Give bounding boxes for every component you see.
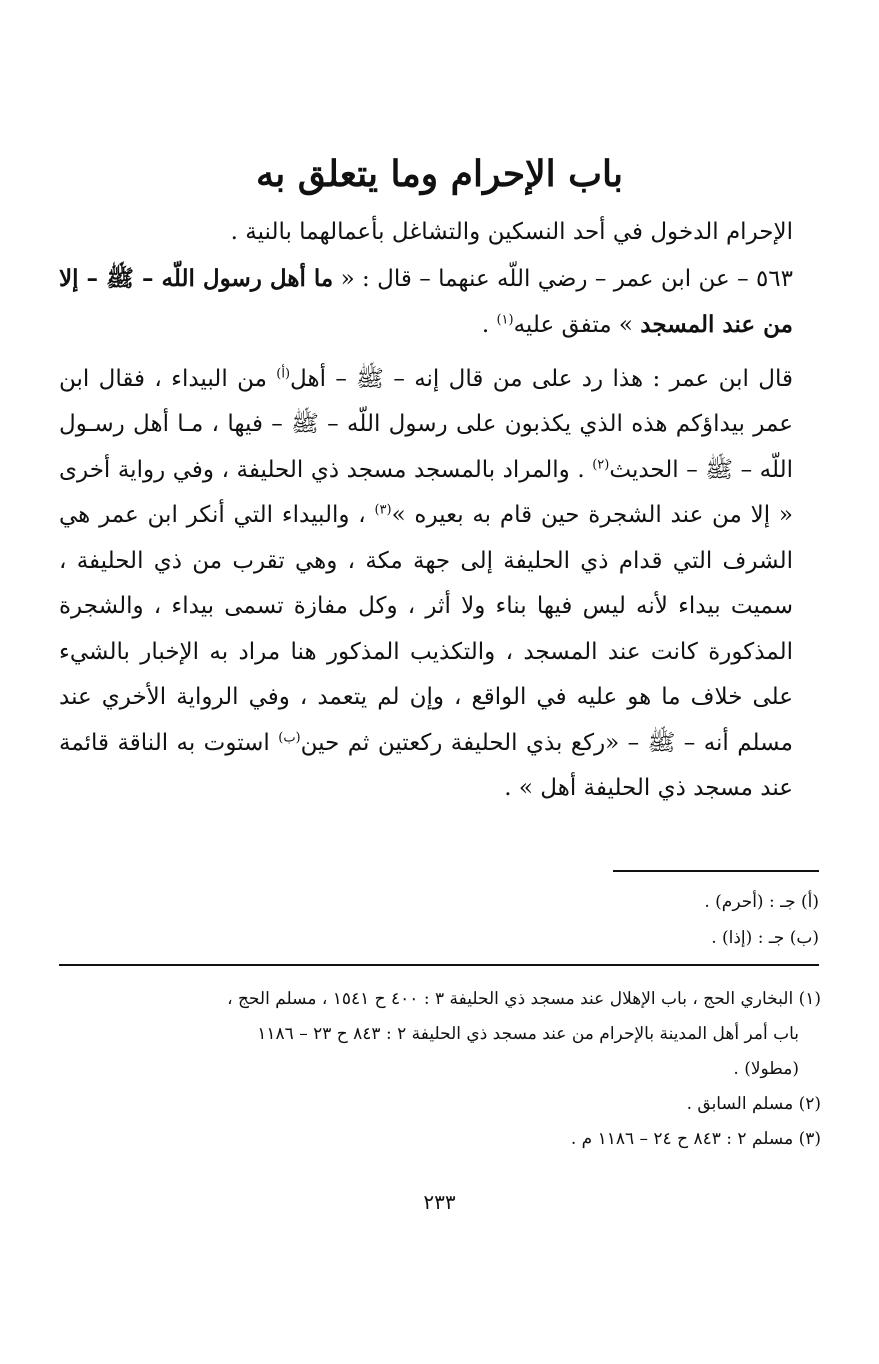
footnote-1: (١) البخاري الحج ، باب الإهلال عند مسجد ذي الحليفة ٣ : ٤٠٠ ح ١٥٤١ ، مسلم الحج ، (227, 989, 821, 1009)
footnotes (59, 982, 821, 1157)
hadith-end: . (481, 312, 497, 338)
variant-ref: (أ) (276, 365, 291, 381)
footnote-ref: (٢) (592, 456, 610, 472)
variant-notes (59, 884, 819, 956)
definition-paragraph: الإحرام الدخول في أحد النسكين والتشاغل بأعمالهما بالنية . (230, 219, 793, 245)
hadith-paragraph (59, 256, 819, 349)
commentary-part: قال ابن عمر : هذا رد على من قال إنه – ﷺ – أهل (290, 365, 794, 392)
hadith-intro: – عن ابن عمر – رضي اللّه عنهما – قال : « (333, 265, 756, 292)
variant-note: (ب) جـ : (إذا) . (711, 928, 819, 948)
hadith-number: ٥٦٣ (755, 265, 793, 292)
commentary-part: استوت به الناقة قائمة عند مسجد ذي الحليفة أهل » . (59, 729, 793, 801)
commentary-part: ، والبيداء التي أنكر ابن عمر هي الشرف التي قدام ذي الحليفة إلى جهة مكة ، وهي تقرب من ذي الحليفة ، سميت بيداء لأنه ليس فيها بناء ولا أثر ، وكل مفازة تسمى بيداء ، والشجرة المذكورة كانت عند المسجد ، والتكذيب المذكور هنا مراد به الإخبار بالشيء على خلاف ما هو عليه في الواقع ، وإن لم يتعمد ، وفي الرواية الأخري عند مسلم أنه – ﷺ – «ركع بذي الحليفة ركعتين ثم حين (59, 502, 793, 756)
variant-note: (أ) جـ : (أحرم) . (704, 892, 819, 912)
hadith-text: ما أهل رسول اللّه – ﷺ – إلا من عند المسجد (59, 264, 793, 338)
footnote-1-continued: باب أمر أهل المدينة بالإحرام من عند مسجد ذي الحليفة ٢ : ٨٤٣ ح ٢٣ – ١١٨٦ (257, 1024, 799, 1044)
footnotes-divider (59, 964, 819, 966)
main-text (59, 210, 819, 812)
footnote-ref: (١) (496, 312, 514, 328)
footnote-2: (٢) مسلم السابق . (686, 1094, 821, 1114)
footnote-3: (٣) مسلم ٢ : ٨٤٣ ح ٢٤ – ١١٨٦ م . (570, 1129, 821, 1149)
page-number: ٢٣٣ (423, 1190, 456, 1214)
commentary-paragraph (59, 357, 819, 812)
variant-ref: (ب) (278, 729, 301, 745)
chapter-title: باب الإحرام وما يتعلق به (255, 153, 624, 195)
hadith-closing: » متفق عليه (513, 312, 641, 338)
commentary-part: من البيداء ، فقال ابن عمر بيداؤكم هذه الذي يكذبون على رسول اللّه – ﷺ – فيها ، مـا أهل رسـول اللّه – ﷺ – الحديث (59, 365, 793, 483)
footnote-1-continued: (مطولا) . (733, 1059, 799, 1079)
footnote-ref: (٣) (374, 502, 392, 518)
variant-notes-divider (613, 870, 819, 872)
commentary-part: . والمراد بالمسجد مسجد ذي الحليفة ، وفي رواية أخرى « إلا من عند الشجرة حين قام به بعيره » (59, 456, 793, 528)
